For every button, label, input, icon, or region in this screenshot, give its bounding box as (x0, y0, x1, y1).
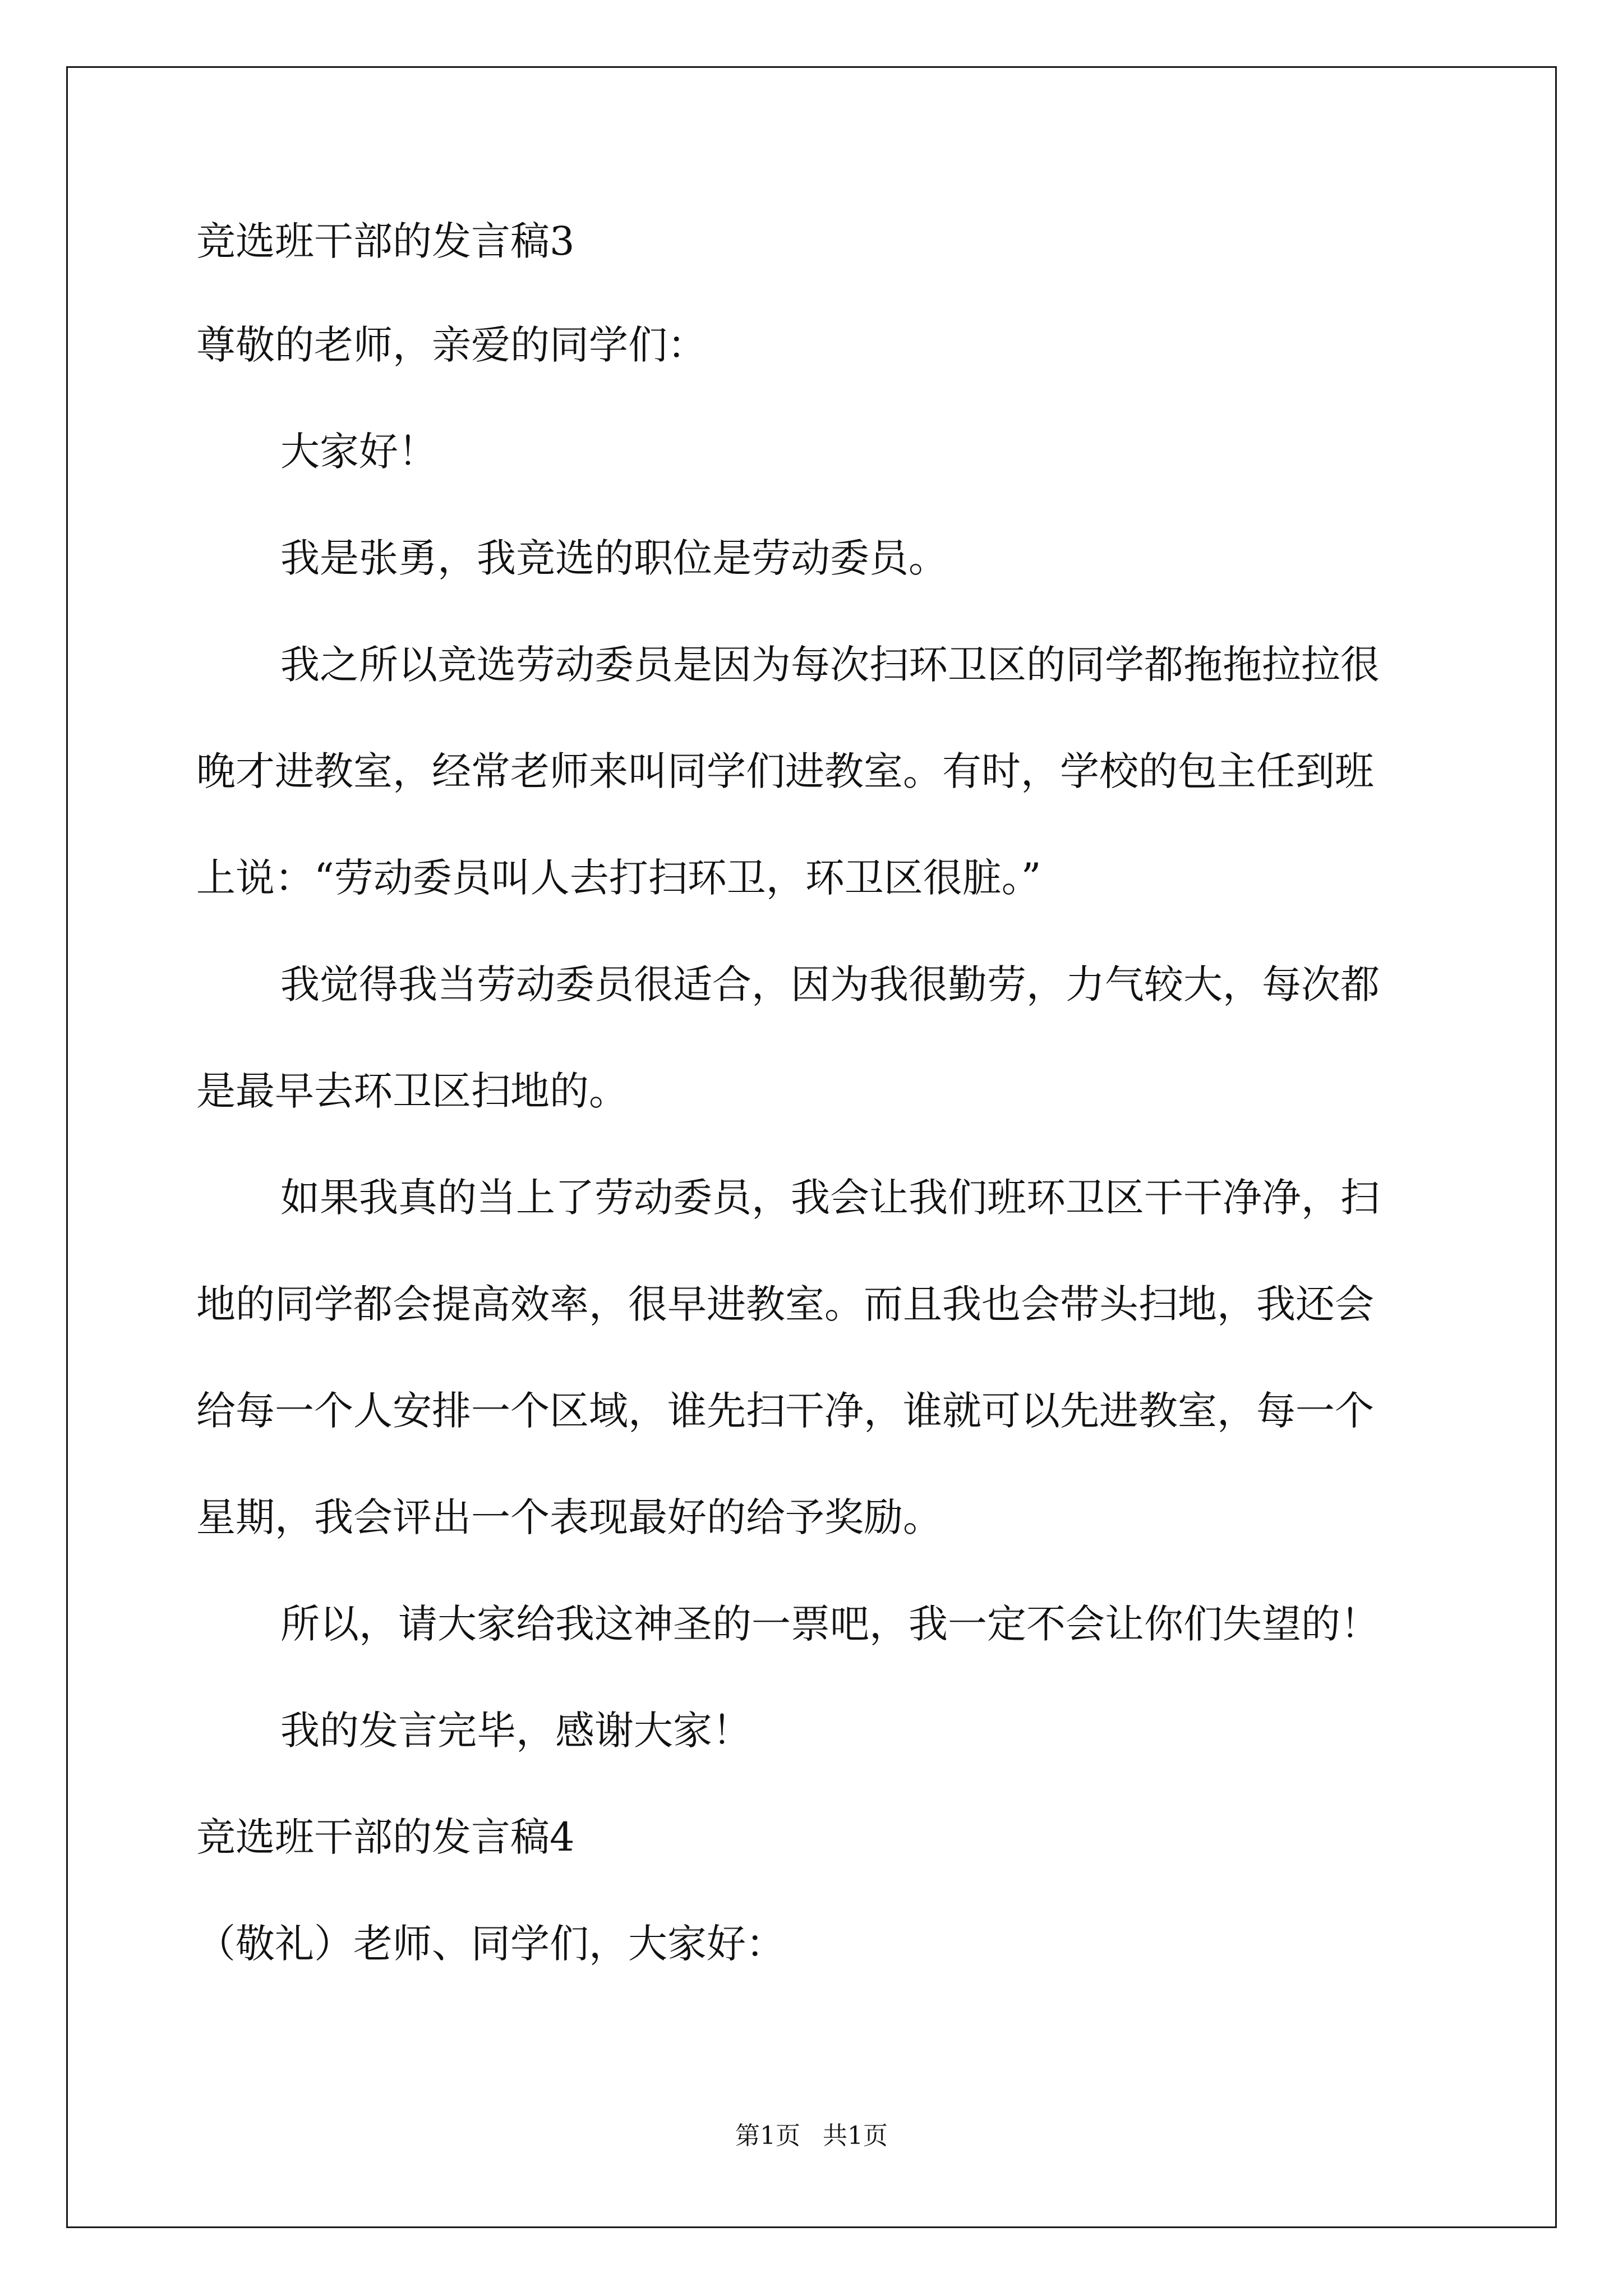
paragraph-line: 所以，请大家给我这神圣的一票吧，我一定不会让你们失望的！ (280, 1601, 1380, 1647)
paragraph-line: 我是张勇，我竞选的职位是劳动委员。 (280, 535, 948, 581)
paragraph-line: 上说：“劳动委员叫人去打扫环卫，环卫区很脏。” (196, 855, 1041, 901)
paragraph-line: 如果我真的当上了劳动委员，我会让我们班环卫区干干净净，扫 (280, 1175, 1380, 1221)
page-border (66, 66, 1557, 2228)
page-total: 共1页 (823, 2122, 888, 2150)
salutation: 尊敬的老师，亲爱的同学们： (196, 322, 707, 368)
paragraph-line: 地的同学都会提高效率，很早进教室。而且我也会带头扫地，我还会 (196, 1281, 1374, 1327)
section-title-3: 竞选班干部的发言稿3 (196, 218, 575, 264)
paragraph-line: 给每一个人安排一个区域，谁先扫干净，谁就可以先进教室，每一个 (196, 1388, 1374, 1434)
salutation: （敬礼）老师、同学们，大家好： (196, 1921, 785, 1967)
paragraph-line: 星期，我会评出一个表现最好的给予奖励。 (196, 1494, 942, 1540)
page-number: 第1页 (735, 2122, 800, 2150)
paragraph-line: 我觉得我当劳动委员很适合，因为我很勤劳，力气较大，每次都 (280, 961, 1380, 1007)
page-footer (0, 2119, 1623, 2153)
section-title-4: 竞选班干部的发言稿4 (196, 1814, 575, 1860)
paragraph-line: 晚才进教室，经常老师来叫同学们进教室。有时，学校的包主任到班 (196, 748, 1374, 794)
greeting: 大家好！ (280, 429, 437, 475)
closing-line: 我的发言完毕，感谢大家！ (280, 1708, 751, 1754)
paragraph-line: 是最早去环卫区扫地的。 (196, 1068, 628, 1114)
paragraph-line: 我之所以竞选劳动委员是因为每次扫环卫区的同学都拖拖拉拉很 (280, 642, 1380, 688)
